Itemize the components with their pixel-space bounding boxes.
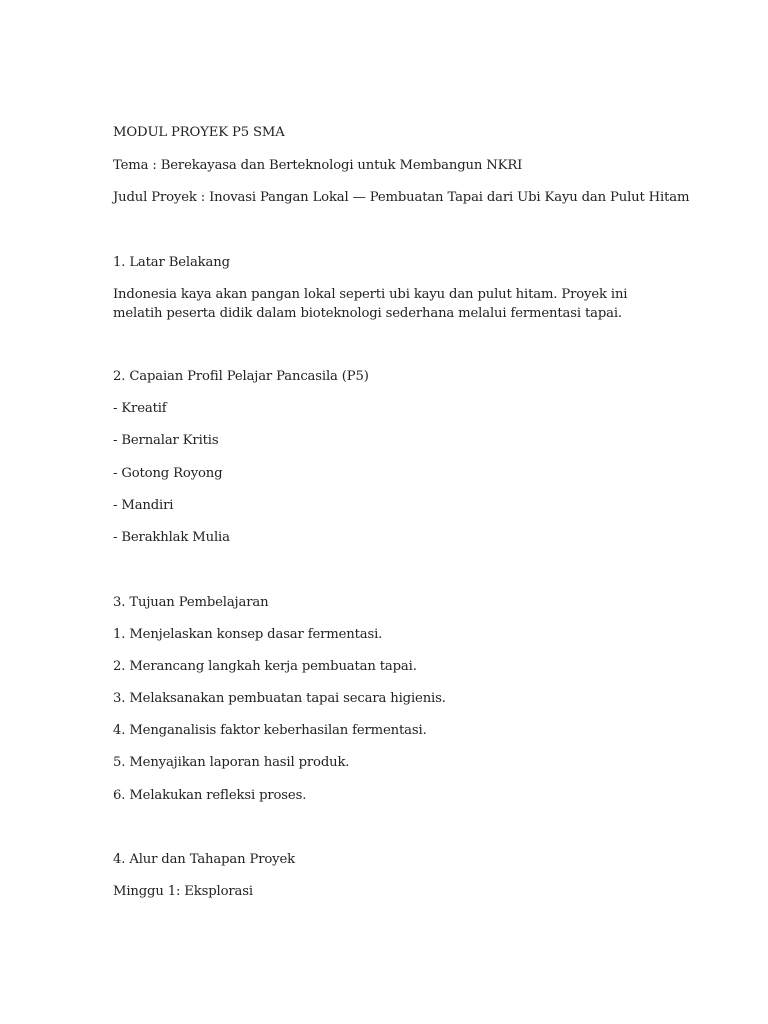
list-item: 3. Melaksanakan pembuatan tapai secara higienis. <box>113 691 446 706</box>
list-item: 4. Menganalisis faktor keberhasilan fermentasi. <box>113 723 427 738</box>
week1-line: Minggu 1: Eksplorasi <box>113 884 253 899</box>
section3-heading: 3. Tujuan Pembelajaran <box>113 595 269 610</box>
section1-heading: 1. Latar Belakang <box>113 255 230 270</box>
list-item: 5. Menyajikan laporan hasil produk. <box>113 755 350 770</box>
project-title: Judul Proyek : Inovasi Pangan Lokal — Pembuatan Tapai dari Ubi Kayu dan Pulut Hitam <box>113 190 690 205</box>
list-item: - Mandiri <box>113 498 174 513</box>
list-item: 1. Menjelaskan konsep dasar fermentasi. <box>113 627 383 642</box>
section1-paragraph: Indonesia kaya akan pangan lokal seperti ubi kayu dan pulut hitam. Proyek ini melatih peserta didik dalam bioteknologi sederhana melalui fermentasi tapai. <box>113 287 628 321</box>
list-item: - Kreatif <box>113 401 167 416</box>
module-title: MODUL PROYEK P5 SMA <box>113 125 285 140</box>
section2-heading: 2. Capaian Profil Pelajar Pancasila (P5) <box>113 369 369 384</box>
list-item: - Berakhlak Mulia <box>113 530 230 545</box>
section4-heading: 4. Alur dan Tahapan Proyek <box>113 852 295 867</box>
theme-line: Tema : Berekayasa dan Berteknologi untuk Membangun NKRI <box>113 158 523 173</box>
list-item: - Gotong Royong <box>113 466 223 481</box>
list-item: 2. Merancang langkah kerja pembuatan tapai. <box>113 659 417 674</box>
list-item: 6. Melakukan refleksi proses. <box>113 788 307 803</box>
list-item: - Bernalar Kritis <box>113 433 219 448</box>
